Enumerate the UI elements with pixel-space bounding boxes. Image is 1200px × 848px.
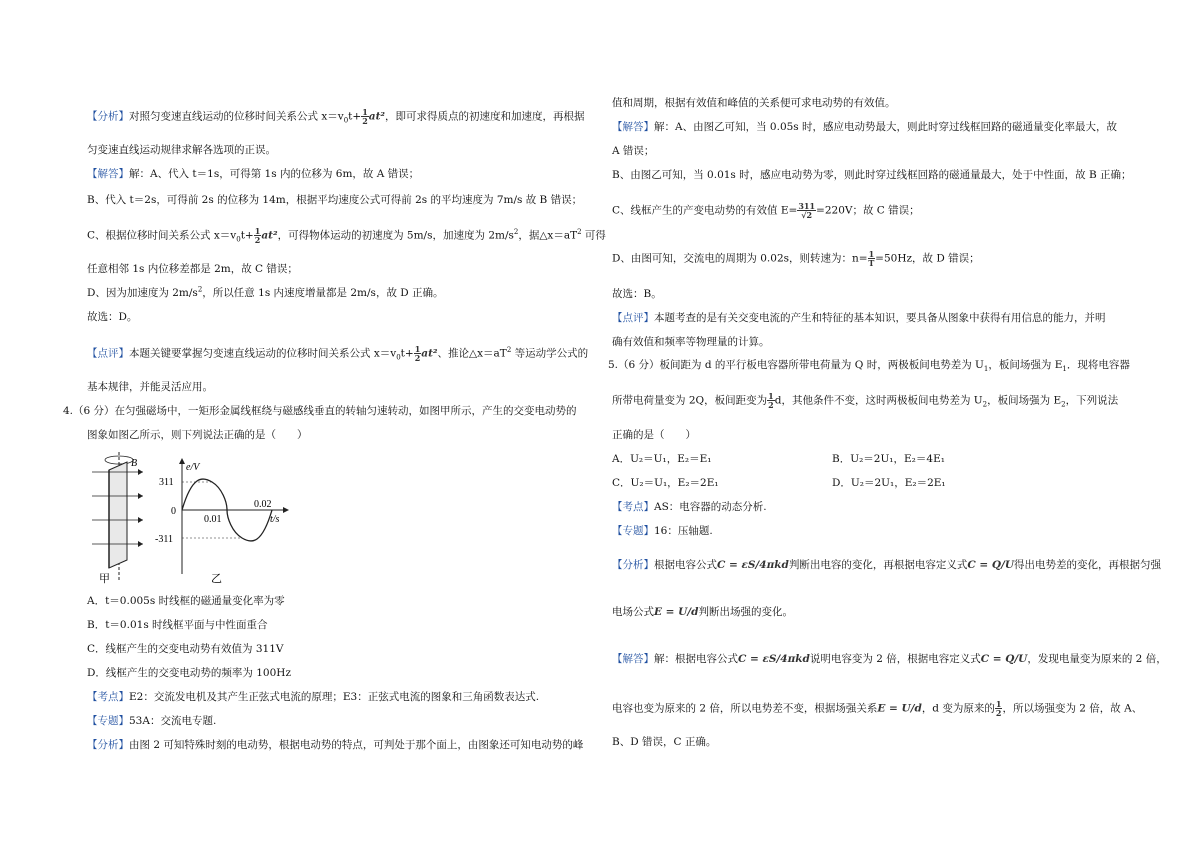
fraction: $\frac{1}{T}$ xyxy=(868,249,875,268)
comment-q3-cont: 基本规律，并能灵活应用。 xyxy=(87,381,213,393)
answer-q4-c: C、线框产生的产变电动势的有效值 E= $\frac{311}{√2}$ =220V；故 C 错误； xyxy=(612,201,920,220)
y-tick-neg311: -311 xyxy=(155,534,173,545)
answer-q3-b: B、代入 t＝2s，可得前 2s 的位移为 14m，根据平均速度公式可得前 2s 的平均速度为 7m/s 故 B 错误； xyxy=(87,194,583,206)
fraction: $\frac{1}{2}$ xyxy=(414,344,421,363)
fraction: $\frac{1}{2}$ xyxy=(362,107,368,126)
topic-q5: 【专题】16：压轴题. xyxy=(612,525,713,537)
analysis-q4: 【分析】由图 2 可知特殊时刻的电动势，根据电动势的特点，可判处于那个面上，由图象还可知电动势的峰 xyxy=(87,739,584,751)
formula: C = Q/U xyxy=(980,653,1028,665)
analysis-q3: 【分析】对照匀变速直线运动的位移时间关系公式 $x=v_0t+$ $\frac{1}{2}$ at²，即可求得质点的初速度和加速度，再根据 xyxy=(87,107,585,126)
b-field-label: B xyxy=(131,458,138,469)
formula: C = εS/4πkd xyxy=(717,559,789,571)
x-tick-001: 0.01 xyxy=(204,514,222,525)
comment-q4-cont: 确有效值和频率等物理量的计算。 xyxy=(612,336,770,348)
analysis-q4-cont: 值和周期，根据有效值和峰值的关系便可求电动势的有效值。 xyxy=(612,97,896,109)
y-tick-0: 0 xyxy=(171,506,176,517)
formula: C = Q/U xyxy=(967,559,1014,571)
question-5: 5.（6 分）板间距为 d 的平行板电容器所带电荷量为 Q 时，两极板间电势差为 $U_1$，板间场强为 $E_1$．现将电容器 xyxy=(608,359,1130,374)
answer-q4-b: B、由图乙可知，当 0.01s 时，感应电动势为零，则此时穿过线框回路的磁通量最大，处于中性面，故 B 正确； xyxy=(612,169,1132,181)
formula: C = εS/4πkd xyxy=(738,653,810,665)
choice-q3: 故选：D。 xyxy=(87,311,138,323)
option-d-q4: D．线框产生的交变电动势的频率为 100Hz xyxy=(87,667,291,679)
choice-q4: 故选：B。 xyxy=(612,288,662,300)
answer-q3-d: D、因为加速度为 $2m/s^2$，所以任意 1s 内速度增量都是 2m/s，故 D 正确。 xyxy=(87,285,444,299)
knowledge-q4: 【考点】E2：交流发电机及其产生正弦式电流的原理；E3：正弦式电流的图象和三角函数表达式. xyxy=(87,691,540,703)
fraction: $\frac{1}{2}$ xyxy=(254,226,261,245)
option-d-q5: D．U₂＝2U₁，E₂＝2E₁ xyxy=(832,477,946,489)
fraction: $\frac{311}{√2}$ xyxy=(798,201,816,220)
option-b-q4: B．t＝0.01s 时线框平面与中性面重合 xyxy=(87,619,268,631)
option-a-q5: A．U₂＝U₁，E₂＝E₁ xyxy=(612,453,712,465)
answer-q3-c: C、根据位移时间关系公式 $x=v_0t+$ $\frac{1}{2}$ at²，可得物体运动的初速度为 5m/s，加速度为 $2m/s^2$，据$\triangle x=aT^2$ 可得 xyxy=(87,226,606,245)
frame-diagram xyxy=(92,452,143,584)
fraction: $\frac{1}{2}$ xyxy=(995,699,1002,718)
question-5-cont: 所带电荷量变为 2Q，板间距变为 $\frac{1}{2}$ d，其他条件不变，这时两极板间电势差为 $U_2$，板间场强为 $E_2$，下列说法 xyxy=(612,391,1119,410)
y-axis-label: e/V xyxy=(186,462,200,473)
knowledge-q5: 【考点】AS：电容器的动态分析. xyxy=(612,501,767,513)
answer-q4-d: D、由图可知，交流电的周期为 0.02s，则转速为：n= $\frac{1}{T}$ =50Hz，故 D 错误； xyxy=(612,249,980,268)
question-5-cont2: 正确的是（ ） xyxy=(612,429,696,441)
caption-yi: 乙 xyxy=(211,573,222,584)
question-4-cont: 图象如图乙所示，则下列说法正确的是（ ） xyxy=(87,429,308,441)
figure-q4 xyxy=(87,452,297,584)
answer-q4-a-cont: A 错误； xyxy=(612,145,655,157)
option-a-q4: A．t＝0.005s 时线框的磁通量变化率为零 xyxy=(87,595,285,607)
answer-q4: 【解答】解：A、由图乙可知，当 0.05s 时，感应电动势最大，则此时穿过线框回路的磁通量变化率最大，故 xyxy=(612,121,1118,133)
formula: E = U/d xyxy=(877,702,922,715)
option-c-q4: C．线框产生的交变电动势有效值为 311V xyxy=(87,643,284,655)
fraction: $\frac{1}{2}$ xyxy=(768,391,774,410)
analysis-q5-cont: 电场公式E = U/d判断出场强的变化。 xyxy=(612,606,793,618)
comment-q4: 【点评】本题考查的是有关交变电流的产生和特征的基本知识，要具备从图象中获得有用信息的能力，并明 xyxy=(612,312,1106,324)
figure-svg xyxy=(87,452,297,584)
x-axis-label: t/s xyxy=(270,514,280,525)
question-4: 4.（6 分）在匀强磁场中，一矩形金属线框绕与磁感线垂直的转轴匀速转动，如图甲所示，产生的交变电动势的 xyxy=(63,405,577,417)
caption-jia: 甲 xyxy=(99,573,110,584)
topic-q4: 【专题】53A：交流电专题. xyxy=(87,715,217,727)
x-tick-002: 0.02 xyxy=(254,499,272,510)
answer-q5-end: B、D 错误，C 正确。 xyxy=(612,736,717,748)
emf-graph xyxy=(155,458,289,584)
answer-q5-cont: 电容也变为原来的 2 倍，所以电势差不变，根据场强关系E = U/d，d 变为原来的 $\frac{1}{2}$ ，所以场强变为 2 倍，故 A、 xyxy=(612,699,1143,718)
answer-q5: 【解答】解：根据电容公式C = εS/4πkd说明电容变为 2 倍，根据电容定义式C = Q/U，发现电量变为原来的 2 倍， xyxy=(612,653,1167,665)
formula: E = U/d xyxy=(654,606,699,618)
analysis-q3-cont: 匀变速直线运动规律求解各选项的正误。 xyxy=(87,144,276,156)
analysis-q5: 【分析】根据电容公式C = εS/4πkd判断出电容的变化，再根据电容定义式C = Q/U得出电势差的变化，再根据匀强 xyxy=(612,559,1161,571)
option-c-q5: C．U₂＝U₁，E₂＝2E₁ xyxy=(612,477,719,489)
answer-q3-c-cont: 任意相邻 1s 内位移差都是 2m，故 C 错误； xyxy=(87,263,298,275)
answer-q3: 【解答】解：A、代入 t＝1s，可得第 1s 内的位移为 6m，故 A 错误； xyxy=(87,168,420,180)
option-b-q5: B．U₂＝2U₁，E₂＝4E₁ xyxy=(832,453,945,465)
comment-q3: 【点评】本题关键要掌握匀变速直线运动的位移时间关系公式 $x=v_0t+$ $\frac{1}{2}$ at²、推论$\triangle x=aT^2$ 等运动学公式的 xyxy=(87,344,589,363)
y-tick-311: 311 xyxy=(159,477,174,488)
